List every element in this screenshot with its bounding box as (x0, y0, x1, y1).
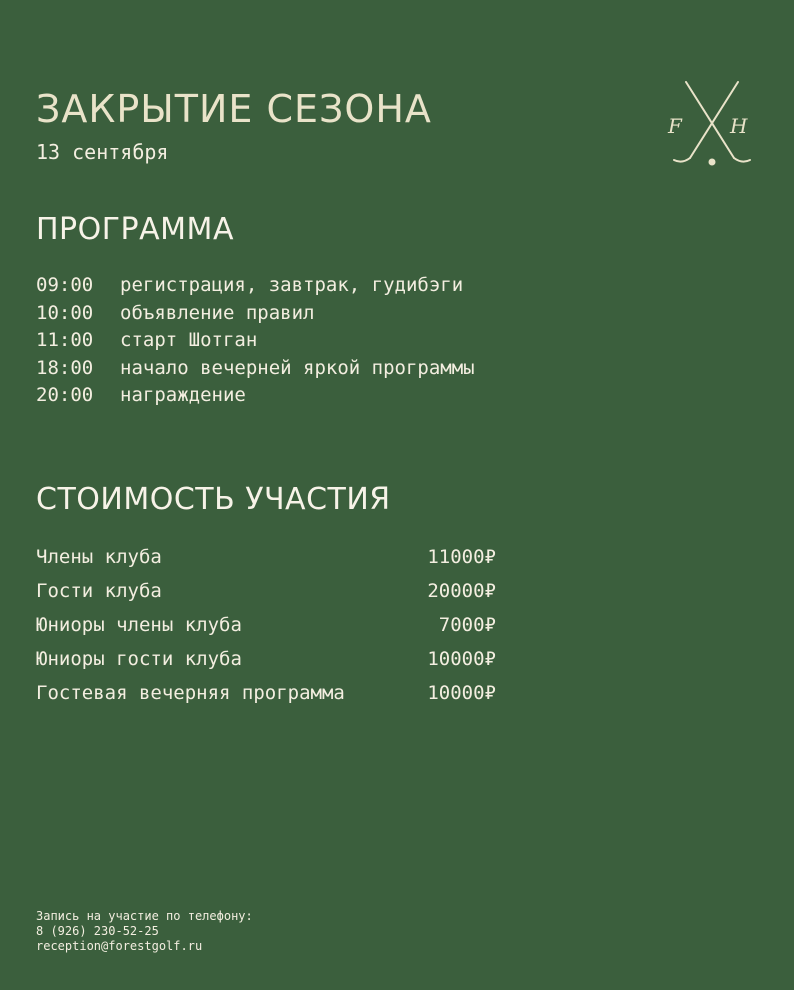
cost-price: 10000₽ (427, 648, 496, 670)
program-time: 10:00 (36, 301, 94, 324)
cost-row (36, 540, 496, 574)
cost-label: Гостевая вечерняя программа (36, 682, 345, 704)
cost-price: 11000₽ (427, 546, 496, 568)
program-list (36, 272, 475, 410)
program-heading: ПРОГРАММА (36, 212, 234, 247)
cost-label: Гости клуба (36, 580, 162, 602)
program-text: регистрация, завтрак, гудибэги (120, 274, 464, 296)
event-title: ЗАКРЫТИЕ СЕЗОНА (36, 87, 432, 131)
program-time: 18:00 (36, 356, 94, 379)
cost-heading: СТОИМОСТЬ УЧАСТИЯ (36, 482, 391, 517)
program-time: 09:00 (36, 274, 94, 296)
cost-row (36, 608, 496, 642)
cost-price: 7000₽ (438, 614, 496, 636)
program-item (36, 327, 475, 355)
program-time: 11:00 (36, 329, 94, 351)
event-date: 13 сентября (36, 140, 169, 164)
program-item (36, 300, 475, 328)
cost-table (36, 540, 496, 710)
crossed-golf-clubs-icon (664, 76, 760, 172)
program-item (36, 382, 475, 410)
program-text: награждение (120, 384, 246, 406)
contact-label: Запись на участие по телефону: (36, 909, 253, 923)
program-time: 20:00 (36, 384, 94, 406)
program-item (36, 355, 475, 383)
cost-row (36, 574, 496, 608)
contact-block (36, 909, 253, 954)
program-text: объявление правил (120, 301, 315, 324)
cost-label: Юниоры члены клуба (36, 614, 242, 636)
cost-label: Члены клуба (36, 546, 162, 568)
logo-letter-f: F (668, 114, 682, 138)
program-text: старт Шотган (120, 329, 258, 351)
program-text: начало вечерней яркой программы (120, 356, 475, 379)
contact-email[interactable]: reception@forestgolf.ru (36, 939, 203, 953)
cost-row (36, 676, 496, 710)
contact-phone[interactable]: 8 (926) 230-52-25 (36, 924, 159, 938)
cost-price: 10000₽ (427, 682, 496, 704)
cost-label: Юниоры гости клуба (36, 648, 242, 670)
logo-letter-h: H (730, 114, 748, 138)
program-item (36, 272, 475, 300)
cost-price: 20000₽ (427, 580, 496, 602)
cost-row (36, 642, 496, 676)
